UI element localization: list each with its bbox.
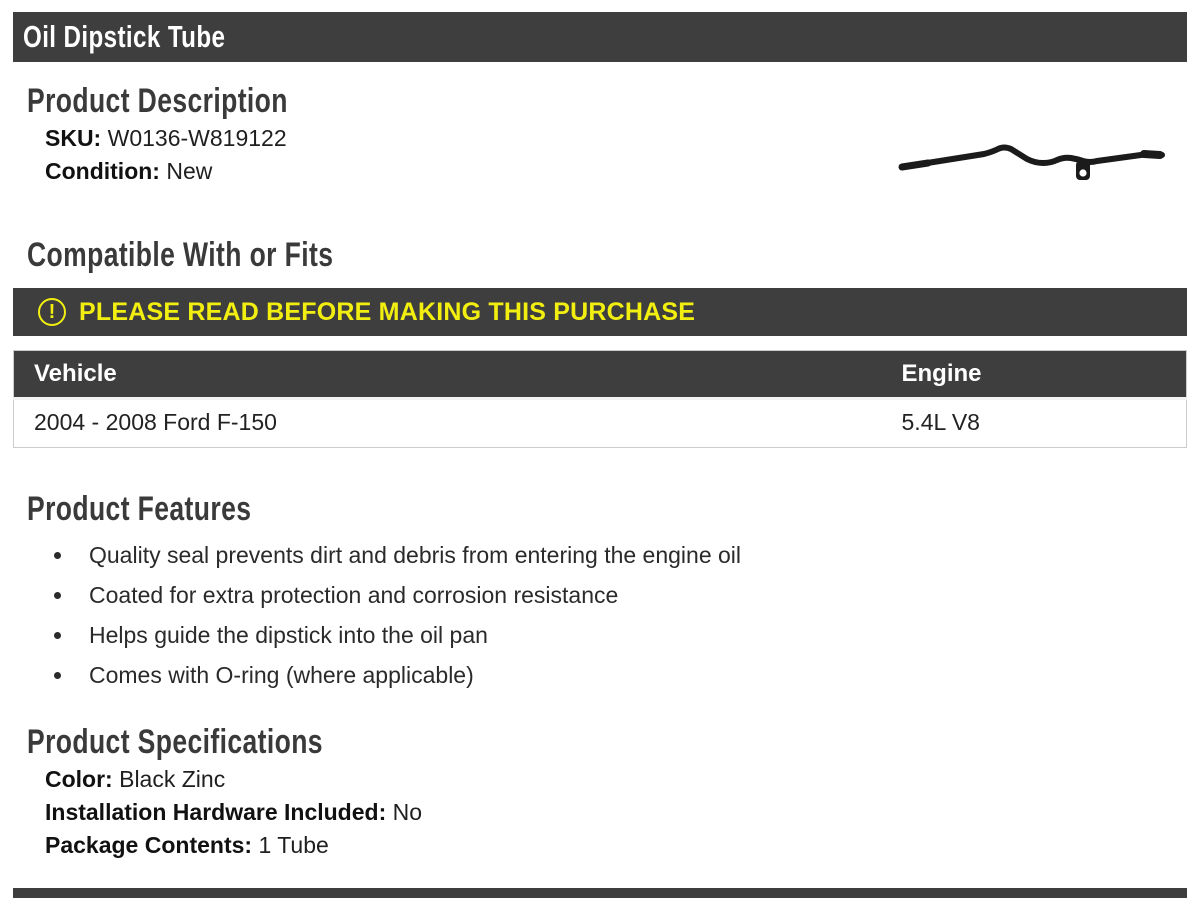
- condition-label: Condition:: [45, 158, 167, 184]
- vehicle-column-header: Vehicle: [14, 351, 882, 399]
- product-features-list: [75, 542, 1187, 689]
- hardware-included-line: [45, 796, 1187, 829]
- product-photo-dipstick-tube-image: [886, 128, 1168, 192]
- bracket-hole: [1079, 169, 1086, 176]
- color-value: Black Zinc: [119, 766, 226, 792]
- footer-divider-bar: [13, 888, 1187, 898]
- engine-cell: 5.4L V8: [882, 399, 1187, 448]
- product-specifications-heading: Product Specifications: [27, 723, 323, 761]
- package-contents-line: [45, 829, 1187, 862]
- purchase-warning-banner: [13, 288, 1187, 336]
- product-specifications-fields: [45, 763, 1187, 862]
- condition-value: New: [166, 158, 213, 184]
- page-title: Oil Dipstick Tube: [23, 19, 226, 54]
- package-contents-label: Package Contents:: [45, 832, 259, 858]
- table-row: [14, 399, 1187, 448]
- color-label: Color:: [45, 766, 120, 792]
- warning-text: PLEASE READ BEFORE MAKING THIS PURCHASE: [79, 297, 696, 326]
- vehicle-cell: 2004 - 2008 Ford F-150: [14, 399, 882, 448]
- product-features-heading: Product Features: [27, 490, 252, 528]
- sku-value: W0136-W819122: [107, 125, 287, 151]
- tube-left-tip: [902, 163, 928, 167]
- alert-circle-icon: !: [38, 298, 66, 326]
- fitment-header-row: [14, 351, 1187, 399]
- hardware-included-label: Installation Hardware Included:: [45, 799, 393, 825]
- engine-column-header: Engine: [882, 351, 1187, 399]
- tube-outline: [902, 148, 1162, 168]
- tube-right-tip: [1144, 154, 1160, 155]
- product-description-heading: Product Description: [27, 82, 288, 120]
- fitment-table: [13, 350, 1187, 448]
- title-bar: [13, 12, 1187, 62]
- list-item: • Comes with O-ring (where applicable): [75, 662, 1187, 689]
- package-contents-value: 1 Tube: [258, 832, 329, 858]
- list-item: • Quality seal prevents dirt and debris from entering the engine oil: [75, 542, 1187, 569]
- compatibility-heading: Compatible With or Fits: [27, 236, 334, 274]
- list-item: • Helps guide the dipstick into the oil pan: [75, 622, 1187, 649]
- hardware-included-value: No: [392, 799, 423, 825]
- color-line: [45, 763, 1187, 796]
- list-item: • Coated for extra protection and corrosion resistance: [75, 582, 1187, 609]
- sku-label: SKU:: [45, 125, 108, 151]
